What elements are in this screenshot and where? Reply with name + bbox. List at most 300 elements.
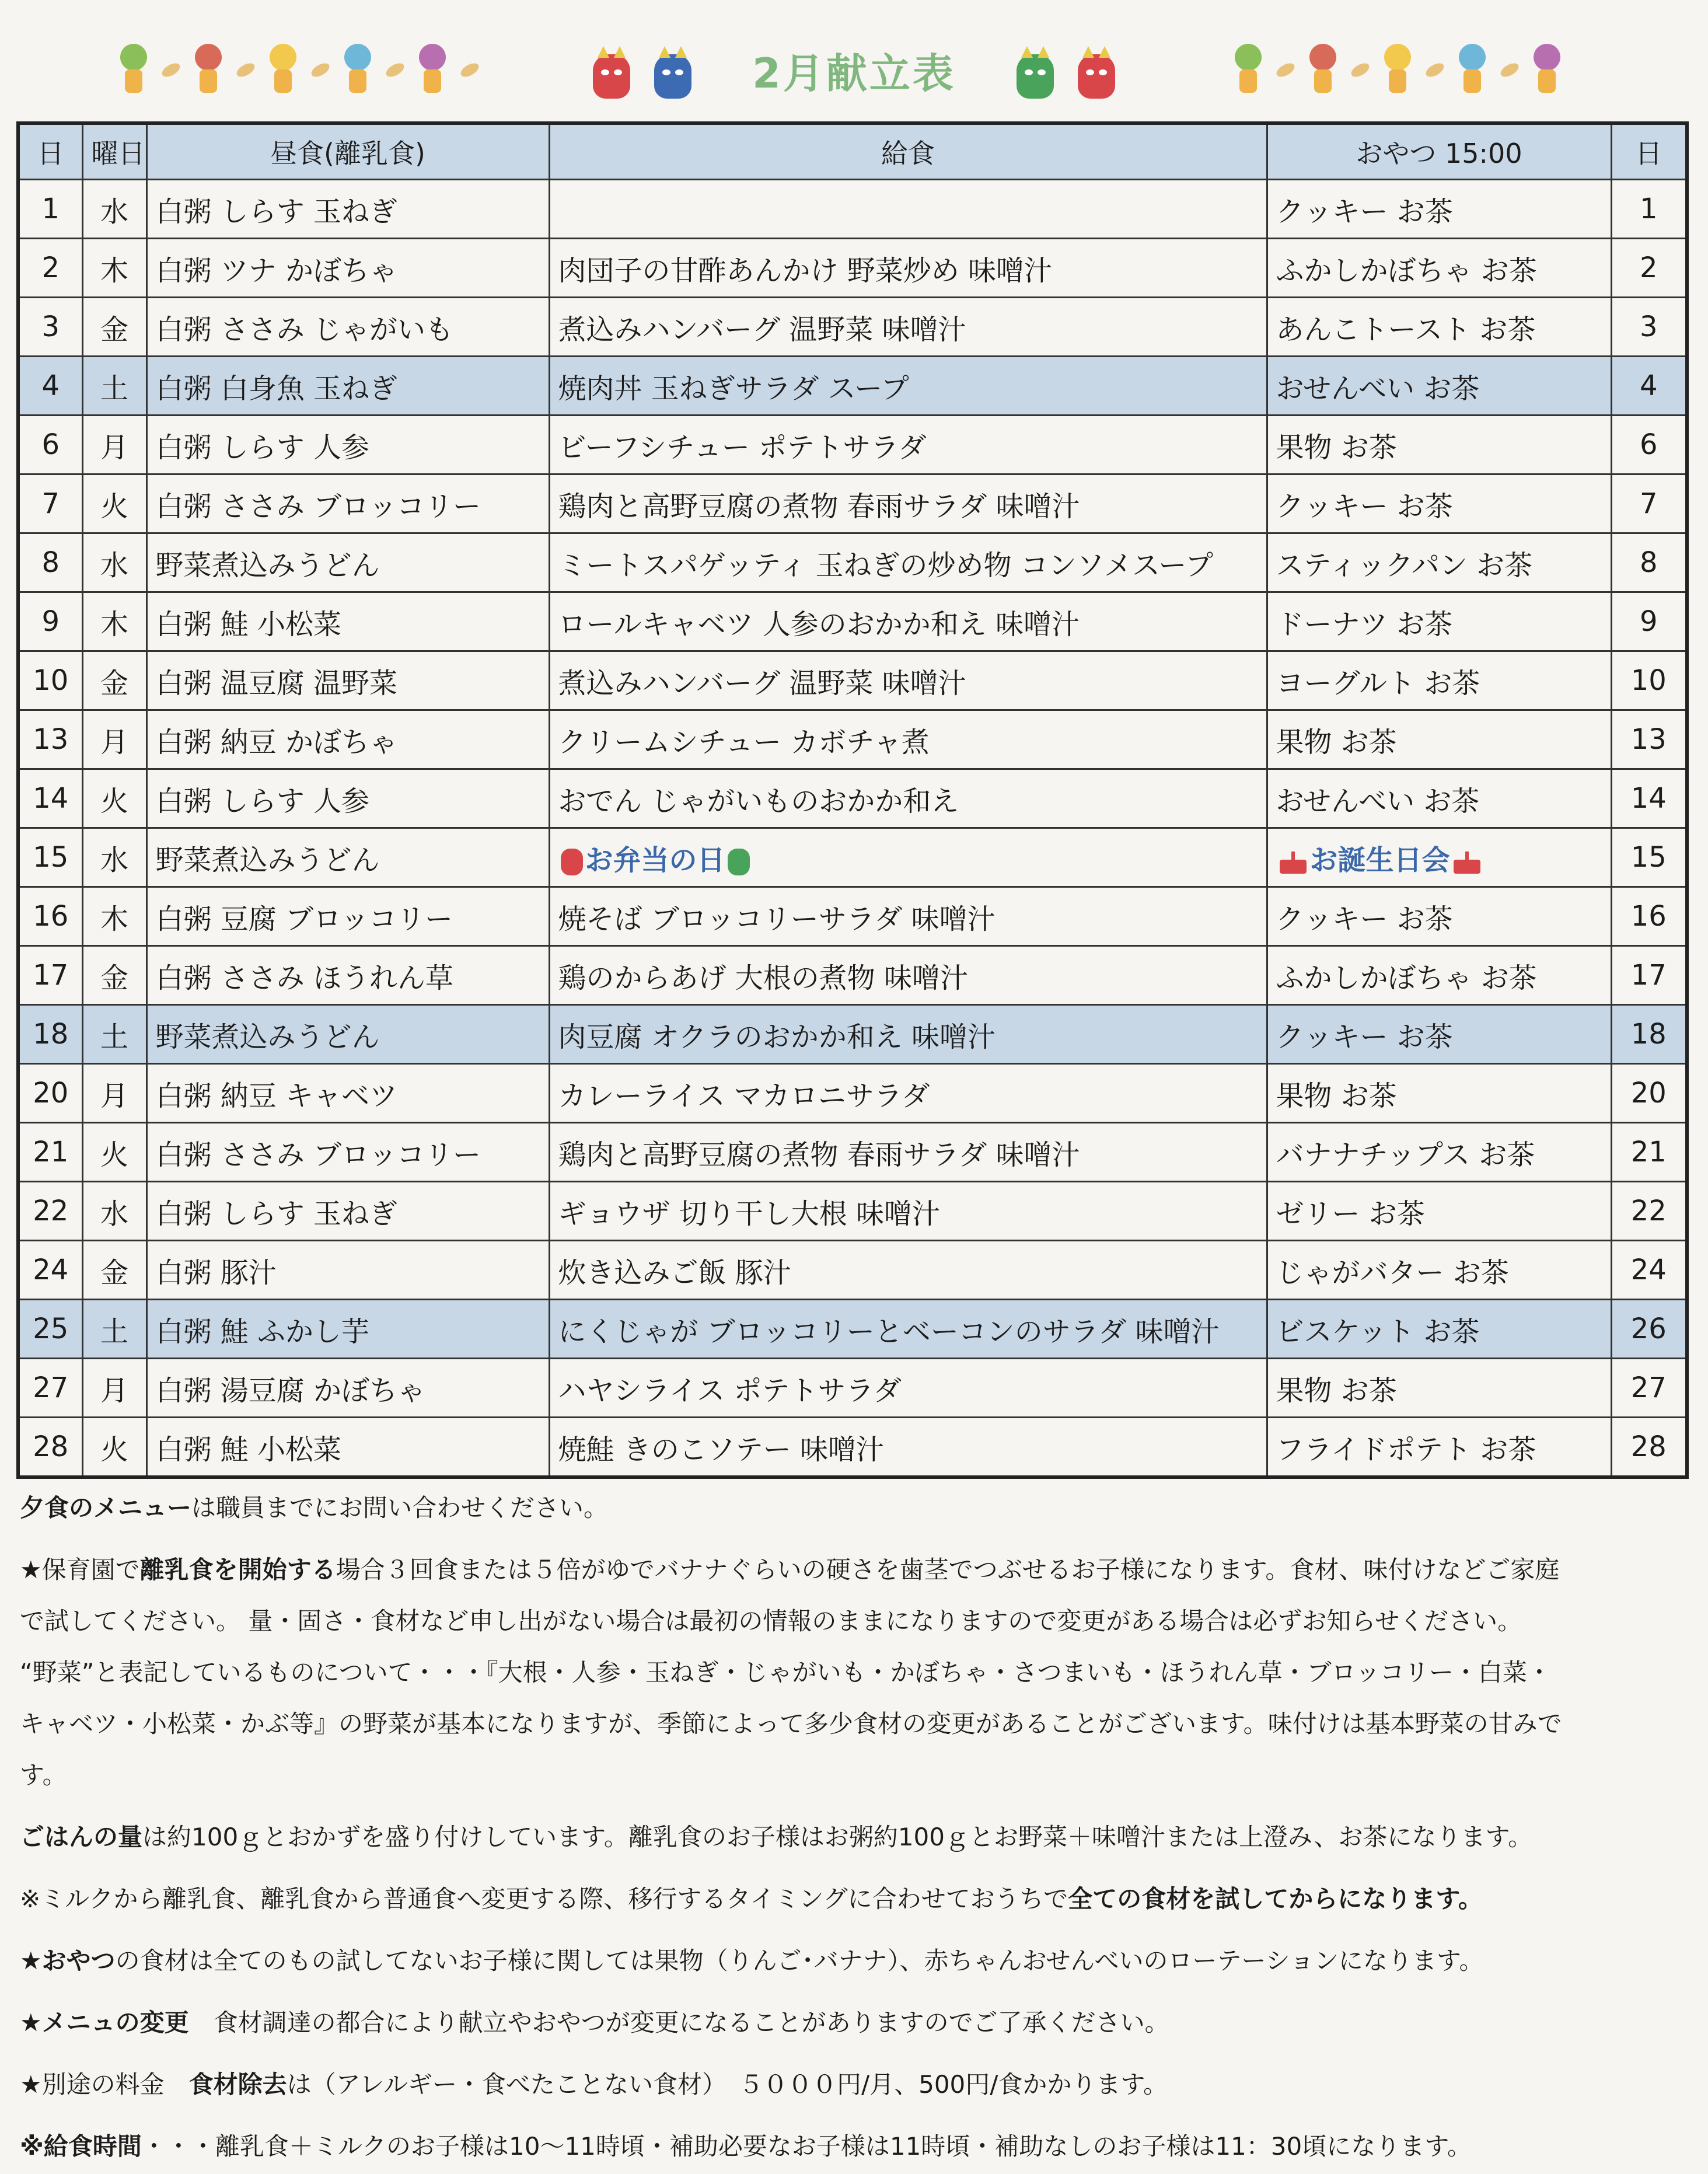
day-cell <box>18 1359 82 1418</box>
day-right-cell-text: 1 <box>1639 193 1658 225</box>
lunch-cell <box>146 239 549 298</box>
lunch-cell-text: 白粥 しらす 人参 <box>155 784 370 818</box>
lunch-cell <box>146 533 549 592</box>
day-cell <box>18 592 82 651</box>
day-cell <box>18 828 82 887</box>
table-row <box>18 416 1687 474</box>
kyushoku-cell <box>549 769 1267 828</box>
kyushoku-cell <box>549 828 1267 887</box>
note-meal-time: ※給食時間・・・離乳食＋ミルクのお子様は10～11時頃・補助必要なお子様は11時頃・補助なしのお子様は11：30頃になります。 <box>20 2132 1472 2161</box>
day-right-cell-text: 2 <box>1639 252 1658 284</box>
oyatsu-cell <box>1267 180 1611 239</box>
day-right-cell <box>1611 887 1687 946</box>
day-right-cell <box>1611 592 1687 651</box>
day-right-cell <box>1611 533 1687 592</box>
lunch-cell-text: 白粥 白身魚 玉ねぎ <box>155 372 398 405</box>
oyatsu-cell <box>1267 710 1611 769</box>
kyushoku-cell <box>549 416 1267 474</box>
weekday-cell <box>82 357 146 416</box>
day-right-cell-text: 4 <box>1639 369 1658 402</box>
day-cell <box>18 1241 82 1300</box>
weekday-cell <box>82 1123 146 1182</box>
kyushoku-cell-text: ミートスパゲッティ 玉ねぎの炒め物 コンソメスープ <box>558 549 1214 582</box>
kyushoku-cell <box>549 887 1267 946</box>
day-right-cell-text: 13 <box>1630 723 1667 756</box>
day-cell-text: 18 <box>33 1018 69 1051</box>
lunch-cell-text: 白粥 鮭 ふかし芋 <box>155 1315 370 1348</box>
table-row <box>18 887 1687 946</box>
day-right-cell <box>1611 946 1687 1005</box>
day-right-cell-text: 17 <box>1630 959 1667 992</box>
kyushoku-cell-text: 焼鮭 きのこソテー 味噌汁 <box>558 1433 885 1466</box>
bento-day-label: お弁当の日 <box>585 843 725 877</box>
table-row <box>18 180 1687 239</box>
oyatsu-cell-text: クッキー お茶 <box>1276 902 1453 936</box>
lunch-cell <box>146 298 549 357</box>
weekday-cell-text: 水 <box>100 1197 128 1230</box>
day-cell <box>18 416 82 474</box>
column-header-lunch: 昼食(離乳食) <box>146 123 549 180</box>
weekday-cell <box>82 416 146 474</box>
lunch-cell-text: 白粥 湯豆腐 かぼちゃ <box>155 1374 426 1407</box>
day-cell <box>18 533 82 592</box>
oyatsu-cell-text: ヨーグルト お茶 <box>1276 666 1480 700</box>
day-right-cell-text: 27 <box>1630 1372 1667 1404</box>
kyushoku-cell-text: ロールキャベツ 人参のおかか和え 味噌汁 <box>558 608 1080 641</box>
oyatsu-cell-text: 果物 お茶 <box>1276 431 1397 464</box>
day-cell-text: 9 <box>41 605 60 638</box>
lunch-cell-text: 白粥 鮭 小松菜 <box>155 1433 342 1466</box>
day-right-cell-text: 22 <box>1630 1195 1667 1227</box>
oni-red-mask-icon <box>1078 54 1115 99</box>
day-cell-text: 20 <box>33 1077 69 1109</box>
table-row <box>18 474 1687 533</box>
weekday-cell-text: 木 <box>100 254 128 287</box>
kyushoku-cell-text: 焼そば ブロッコリーサラダ 味噌汁 <box>558 902 996 936</box>
lunch-cell <box>146 651 549 710</box>
day-right-cell <box>1611 1300 1687 1359</box>
lunch-cell-text: 白粥 ツナ かぼちゃ <box>155 254 398 287</box>
oyatsu-cell <box>1267 416 1611 474</box>
day-cell-text: 13 <box>33 723 69 756</box>
weekday-cell-text: 火 <box>100 1138 128 1171</box>
day-right-cell <box>1611 769 1687 828</box>
oyatsu-cell <box>1267 946 1611 1005</box>
oyatsu-cell <box>1267 1359 1611 1418</box>
day-cell-text: 10 <box>33 664 69 697</box>
lunch-cell-text: 白粥 鮭 小松菜 <box>155 608 342 641</box>
day-right-cell <box>1611 1359 1687 1418</box>
oyatsu-cell-text: 果物 お茶 <box>1276 1079 1397 1112</box>
lunch-cell <box>146 180 549 239</box>
day-right-cell <box>1611 180 1687 239</box>
column-header-day: 日 <box>18 123 82 180</box>
day-right-cell-text: 20 <box>1630 1077 1667 1109</box>
kyushoku-cell-text: クリームシチュー カボチャ煮 <box>558 725 930 759</box>
kyushoku-cell <box>549 1241 1267 1300</box>
oyatsu-cell-text: じゃがバター お茶 <box>1276 1256 1509 1289</box>
oyatsu-cell <box>1267 1418 1611 1478</box>
day-cell-text: 25 <box>33 1313 69 1345</box>
kyushoku-cell <box>549 710 1267 769</box>
oni-red-mask-icon <box>593 54 630 99</box>
oyatsu-cell-text: ゼリー お茶 <box>1276 1197 1425 1230</box>
day-cell-text: 16 <box>33 900 69 933</box>
lunch-cell-text: 白粥 豆腐 ブロッコリー <box>155 902 453 936</box>
kyushoku-cell <box>549 1064 1267 1123</box>
day-right-cell-text: 14 <box>1630 782 1667 815</box>
day-cell <box>18 1418 82 1478</box>
lunch-cell-text: 白粥 ささみ じゃがいも <box>155 313 454 346</box>
kyushoku-cell <box>549 1418 1267 1478</box>
lunch-cell <box>146 887 549 946</box>
kyushoku-cell-text: ギョウザ 切り干し大根 味噌汁 <box>558 1197 941 1230</box>
weekday-cell-text: 金 <box>100 961 128 994</box>
day-right-cell <box>1611 239 1687 298</box>
menu-table <box>16 121 1689 1479</box>
weekday-cell-text: 月 <box>100 431 128 464</box>
kyushoku-cell-text: 煮込みハンバーグ 温野菜 味噌汁 <box>558 313 966 346</box>
kyushoku-cell-text: ビーフシチュー ポテトサラダ <box>558 431 927 464</box>
weekday-cell <box>82 769 146 828</box>
day-right-cell <box>1611 1241 1687 1300</box>
table-row <box>18 769 1687 828</box>
day-cell-text: 24 <box>33 1254 69 1286</box>
column-header-kyushoku: 給食 <box>549 123 1267 180</box>
kid-icon <box>1530 44 1564 96</box>
oyatsu-cell <box>1267 828 1611 887</box>
day-cell-text: 17 <box>33 959 69 992</box>
table-row <box>18 1300 1687 1359</box>
day-right-cell <box>1611 651 1687 710</box>
note-weaning-line2: で試してください。 量・固さ・食材など申し出がない場合は最初の情報のままになりますので変更がある場合は必ずお知らせください。 <box>20 1607 1522 1635</box>
lunch-cell <box>146 828 549 887</box>
oyatsu-cell <box>1267 357 1611 416</box>
weekday-cell-text: 木 <box>100 902 128 936</box>
table-row <box>18 533 1687 592</box>
kyushoku-cell-text: 鶏肉と高野豆腐の煮物 春雨サラダ 味噌汁 <box>558 1138 1080 1171</box>
kyushoku-cell <box>549 1359 1267 1418</box>
day-right-cell <box>1611 710 1687 769</box>
table-row <box>18 1182 1687 1241</box>
day-cell-text: 7 <box>41 487 60 520</box>
oyatsu-cell <box>1267 1241 1611 1300</box>
oyatsu-cell-text: ドーナツ お茶 <box>1276 608 1453 641</box>
kyushoku-cell-text: 焼肉丼 玉ねぎサラダ スープ <box>558 372 909 405</box>
oyatsu-cell-text: 果物 お茶 <box>1276 725 1397 759</box>
day-right-cell-text: 10 <box>1630 664 1667 697</box>
kyushoku-cell-text: ハヤシライス ポテトサラダ <box>558 1374 902 1407</box>
weekday-cell <box>82 592 146 651</box>
cake-icon <box>1280 850 1307 874</box>
lunch-cell-text: 野菜煮込みうどん <box>155 1020 380 1053</box>
lunch-cell <box>146 1182 549 1241</box>
lunch-cell-text: 白粥 しらす 玉ねぎ <box>155 195 398 228</box>
day-cell <box>18 1064 82 1123</box>
weekday-cell <box>82 1359 146 1418</box>
day-cell <box>18 769 82 828</box>
weekday-cell-text: 木 <box>100 608 128 641</box>
kyushoku-cell-text: 肉豆腐 オクラのおかか和え 味噌汁 <box>558 1020 996 1053</box>
lunch-cell <box>146 1064 549 1123</box>
oyatsu-cell <box>1267 533 1611 592</box>
weekday-cell <box>82 1241 146 1300</box>
kyushoku-cell-text: 鶏のからあげ 大根の煮物 味噌汁 <box>558 961 969 994</box>
bean-icon <box>1274 61 1297 80</box>
day-cell-text: 8 <box>41 546 60 579</box>
oyatsu-cell-text: おせんべい お茶 <box>1276 784 1480 818</box>
day-right-cell <box>1611 1064 1687 1123</box>
lunch-cell <box>146 1005 549 1064</box>
day-right-cell-text: 8 <box>1639 546 1658 579</box>
day-right-cell <box>1611 298 1687 357</box>
lunch-cell-text: 白粥 温豆腐 温野菜 <box>155 666 398 700</box>
lunch-cell <box>146 592 549 651</box>
note-weaning-start: ★保育園で離乳食を開始する場合３回食または５倍がゆでバナナぐらいの硬さを歯茎でつぶせるお子様になります。食材、味付けなどご家庭 <box>20 1555 1560 1584</box>
oyatsu-cell-text: おせんべい お茶 <box>1276 372 1480 405</box>
table-header-row <box>18 123 1687 180</box>
table-row <box>18 1005 1687 1064</box>
note-transition: ※ミルクから離乳食、離乳食から普通食へ変更する際、移行するタイミングに合わせておうちで全ての食材を試してからになります。 <box>20 1885 1483 1913</box>
day-cell-text: 1 <box>41 193 60 225</box>
day-right-cell <box>1611 357 1687 416</box>
column-header-day-right: 日 <box>1611 123 1687 180</box>
lunch-cell <box>146 474 549 533</box>
weekday-cell-text: 水 <box>100 549 128 582</box>
kyushoku-cell-text: 肉団子の甘酢あんかけ 野菜炒め 味噌汁 <box>558 254 1053 287</box>
page-title: 2月献立表 <box>752 50 956 97</box>
note-menu-change: ★メニュの変更 食材調達の都合により献立やおやつが変更になることがありますのでご了承ください。 <box>20 2008 1169 2037</box>
oyatsu-cell-text: クッキー お茶 <box>1276 195 1453 228</box>
weekday-cell-text: 土 <box>100 1020 128 1053</box>
day-right-cell <box>1611 1182 1687 1241</box>
kyushoku-cell <box>549 592 1267 651</box>
day-cell <box>18 1123 82 1182</box>
day-right-cell-text: 6 <box>1639 428 1658 461</box>
day-right-cell-text: 26 <box>1630 1313 1667 1345</box>
kyushoku-cell <box>549 1182 1267 1241</box>
weekday-cell <box>82 298 146 357</box>
weekday-cell-text: 月 <box>100 725 128 759</box>
note-weaning-line5: す。 <box>20 1761 67 1789</box>
kyushoku-cell-text: 煮込みハンバーグ 温野菜 味噌汁 <box>558 666 966 700</box>
day-right-cell <box>1611 474 1687 533</box>
lunch-cell <box>146 1300 549 1359</box>
oyatsu-cell <box>1267 769 1611 828</box>
lunch-cell-text: 白粥 ささみ ほうれん草 <box>155 961 454 994</box>
oni-blue-mask-icon <box>654 54 691 99</box>
kyushoku-cell <box>549 239 1267 298</box>
weekday-cell-text: 金 <box>100 666 128 700</box>
column-header-oyatsu: おやつ 15:00 <box>1267 123 1611 180</box>
kyushoku-cell <box>549 1300 1267 1359</box>
oni-red-mask-icon <box>561 849 583 875</box>
oyatsu-cell <box>1267 1182 1611 1241</box>
table-row <box>18 298 1687 357</box>
weekday-cell-text: 土 <box>100 372 128 405</box>
kyushoku-cell <box>549 357 1267 416</box>
weekday-cell <box>82 1005 146 1064</box>
lunch-cell-text: 白粥 納豆 かぼちゃ <box>155 725 398 759</box>
note-weaning-line4: キャベツ・小松菜・かぶ等』の野菜が基本になりますが、季節によって多少食材の変更があることがございます。味付けは基本野菜の甘みで <box>20 1709 1562 1738</box>
kyushoku-cell-text: 炊き込みご飯 豚汁 <box>558 1256 791 1289</box>
day-cell <box>18 651 82 710</box>
lunch-cell <box>146 1418 549 1478</box>
page-header <box>0 23 1708 117</box>
weekday-cell <box>82 710 146 769</box>
day-cell-text: 21 <box>33 1136 69 1168</box>
lunch-cell <box>146 416 549 474</box>
day-right-cell-text: 18 <box>1630 1018 1667 1051</box>
day-right-cell-text: 16 <box>1630 900 1667 933</box>
weekday-cell-text: 火 <box>100 784 128 818</box>
day-right-cell-text: 21 <box>1630 1136 1667 1168</box>
oyatsu-cell <box>1267 1064 1611 1123</box>
weekday-cell <box>82 828 146 887</box>
lunch-cell-text: 白粥 ささみ ブロッコリー <box>155 1138 481 1171</box>
day-right-cell-text: 28 <box>1630 1430 1667 1463</box>
day-cell <box>18 180 82 239</box>
lunch-cell <box>146 357 549 416</box>
day-cell-text: 4 <box>41 369 60 402</box>
weekday-cell-text: 火 <box>100 490 128 523</box>
day-cell <box>18 474 82 533</box>
weekday-cell-text: 火 <box>100 1433 128 1466</box>
day-cell <box>18 357 82 416</box>
lunch-cell <box>146 1241 549 1300</box>
oyatsu-cell <box>1267 298 1611 357</box>
day-cell <box>18 710 82 769</box>
table-row <box>18 946 1687 1005</box>
oyatsu-cell-text: クッキー お茶 <box>1276 490 1453 523</box>
oyatsu-cell <box>1267 1300 1611 1359</box>
day-cell-text: 15 <box>33 841 69 874</box>
lunch-cell <box>146 1359 549 1418</box>
birthday-party-label: お誕生日会 <box>1309 843 1450 877</box>
kyushoku-cell <box>549 651 1267 710</box>
oni-green-mask-icon <box>1017 54 1054 99</box>
cake-icon <box>1454 850 1480 874</box>
weekday-cell <box>82 1300 146 1359</box>
oyatsu-cell <box>1267 651 1611 710</box>
weekday-cell <box>82 1182 146 1241</box>
setsubun-kids-decoration-right <box>1231 35 1564 105</box>
weekday-cell <box>82 180 146 239</box>
oyatsu-cell-text: バナナチップス お茶 <box>1276 1138 1535 1171</box>
day-cell-text: 2 <box>41 252 60 284</box>
weekday-cell-text: 水 <box>100 843 128 877</box>
bean-icon <box>1499 61 1521 80</box>
kyushoku-cell <box>549 533 1267 592</box>
table-row <box>18 651 1687 710</box>
day-cell-text: 3 <box>41 310 60 343</box>
lunch-cell-text: 野菜煮込みうどん <box>155 843 380 877</box>
column-header-weekday: 曜日 <box>82 123 146 180</box>
day-cell <box>18 946 82 1005</box>
bean-icon <box>1349 61 1371 80</box>
note-oyatsu: ★おやつの食材は全てのもの試してないお子様に関しては果物（りんご･バナナ）、赤ちゃんおせんべいのローテーションになります。 <box>20 1946 1484 1975</box>
table-row <box>18 357 1687 416</box>
day-right-cell-text: 15 <box>1630 841 1667 874</box>
day-cell-text: 6 <box>41 428 60 461</box>
weekday-cell-text: 金 <box>100 313 128 346</box>
kyushoku-cell-text: 鶏肉と高野豆腐の煮物 春雨サラダ 味噌汁 <box>558 490 1080 523</box>
day-cell <box>18 1005 82 1064</box>
kid-icon <box>1231 44 1265 96</box>
kid-icon <box>1455 44 1489 96</box>
oyatsu-cell <box>1267 239 1611 298</box>
oyatsu-cell <box>1267 474 1611 533</box>
day-cell <box>18 887 82 946</box>
table-row <box>18 1241 1687 1300</box>
day-cell <box>18 1300 82 1359</box>
oyatsu-cell <box>1267 887 1611 946</box>
weekday-cell <box>82 1418 146 1478</box>
day-cell-text: 28 <box>33 1430 69 1463</box>
day-right-cell <box>1611 1123 1687 1182</box>
weekday-cell <box>82 533 146 592</box>
weekday-cell <box>82 946 146 1005</box>
oyatsu-cell <box>1267 1123 1611 1182</box>
oyatsu-cell-text: クッキー お茶 <box>1276 1020 1453 1053</box>
day-right-cell-text: 3 <box>1639 310 1658 343</box>
lunch-cell-text: 野菜煮込みうどん <box>155 549 380 582</box>
weekday-cell-text: 水 <box>100 195 128 228</box>
oyatsu-cell-text: 果物 お茶 <box>1276 1374 1397 1407</box>
lunch-cell <box>146 710 549 769</box>
lunch-cell <box>146 946 549 1005</box>
note-weaning-line3: “野菜”と表記しているものについて・・・『大根・人参・玉ねぎ・じゃがいも・かぼちゃ・さつまいも・ほうれん草・ブロッコリー・白菜・ <box>20 1658 1552 1687</box>
day-right-cell-text: 24 <box>1630 1254 1667 1286</box>
day-right-cell <box>1611 416 1687 474</box>
oyatsu-cell-text: フライドポテト お茶 <box>1276 1433 1536 1466</box>
oni-green-mask-icon <box>728 849 750 875</box>
lunch-cell <box>146 1123 549 1182</box>
weekday-cell-text: 月 <box>100 1374 128 1407</box>
weekday-cell <box>82 1064 146 1123</box>
kyushoku-cell-text: カレーライス マカロニサラダ <box>558 1079 930 1112</box>
kyushoku-cell <box>549 946 1267 1005</box>
weekday-cell <box>82 651 146 710</box>
lunch-cell-text: 白粥 しらす 人参 <box>155 431 370 464</box>
notes-section <box>20 1482 1689 2172</box>
table-row <box>18 1123 1687 1182</box>
day-cell <box>18 239 82 298</box>
oyatsu-cell <box>1267 592 1611 651</box>
day-right-cell-text: 7 <box>1639 487 1658 520</box>
table-row <box>18 710 1687 769</box>
note-dinner: 夕食のメニューは職員までにお問い合わせください。 <box>20 1493 609 1522</box>
kyushoku-cell <box>549 1123 1267 1182</box>
oyatsu-cell-text: あんこトースト お茶 <box>1276 313 1536 346</box>
note-fee: ★別途の料金 食材除去は（アレルギー・食べたことない食材） ５０００円/月、500円/食かかります。 <box>20 2070 1168 2099</box>
table-row <box>18 592 1687 651</box>
oyatsu-cell-text: ふかしかぼちゃ お茶 <box>1276 254 1537 287</box>
day-cell <box>18 1182 82 1241</box>
weekday-cell-text: 土 <box>100 1315 128 1348</box>
day-cell-text: 27 <box>33 1372 69 1404</box>
oyatsu-cell-text: スティックパン お茶 <box>1276 549 1533 582</box>
lunch-cell <box>146 769 549 828</box>
lunch-cell-text: 白粥 豚汁 <box>155 1256 277 1289</box>
table-row <box>18 239 1687 298</box>
table-row <box>18 1418 1687 1478</box>
weekday-cell <box>82 474 146 533</box>
kid-icon <box>1306 44 1340 96</box>
kyushoku-cell <box>549 474 1267 533</box>
oyatsu-cell-text: ビスケット お茶 <box>1276 1315 1480 1348</box>
kyushoku-cell <box>549 180 1267 239</box>
